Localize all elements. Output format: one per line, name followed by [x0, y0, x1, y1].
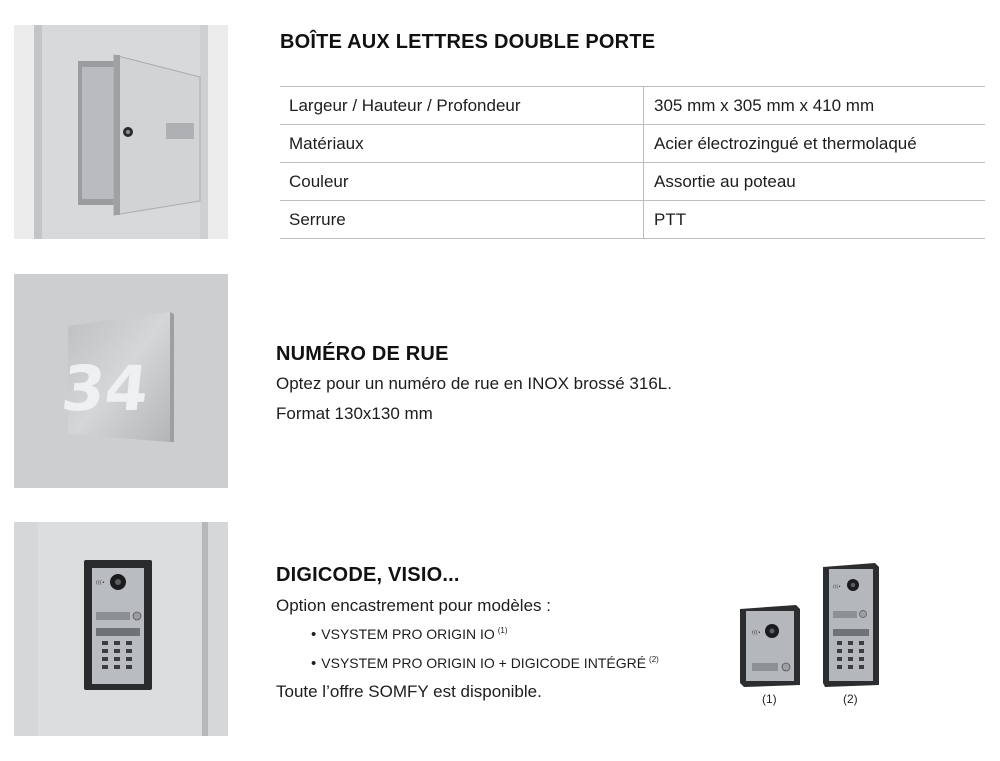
table-row	[280, 87, 985, 125]
list-item	[311, 655, 659, 672]
table-row	[280, 163, 985, 201]
spec-value: PTT	[644, 201, 986, 239]
digicode-photo	[14, 522, 228, 736]
street-number-photo	[14, 274, 228, 488]
street-number-format: Format 130x130 mm	[276, 404, 433, 423]
product-visio-digicode-image	[821, 563, 881, 687]
spec-label: Serrure	[280, 201, 644, 239]
spec-value: Acier électrozingué et thermolaqué	[644, 125, 986, 163]
list-item-text: VSYSTEM PRO ORIGIN IO + DIGICODE INTÉGRÉ	[321, 655, 647, 671]
product-label: (1)	[762, 692, 777, 706]
digicode-intro: Option encastrement pour modèles :	[276, 596, 551, 615]
table-row	[280, 125, 985, 163]
street-number-title: NUMÉRO DE RUE	[276, 343, 449, 365]
svg-text:(((•: (((•	[96, 580, 105, 586]
mailbox-title: BOÎTE AUX LETTRES DOUBLE PORTE	[280, 31, 656, 53]
footnote-marker: (2)	[649, 655, 659, 664]
list-item	[311, 626, 508, 643]
spec-label: Matériaux	[280, 125, 644, 163]
footnote-marker: (1)	[497, 626, 508, 635]
digicode-title: DIGICODE, VISIO...	[276, 564, 460, 586]
list-item-text: VSYSTEM PRO ORIGIN IO	[321, 626, 495, 642]
table-row	[280, 201, 985, 239]
product-label: (2)	[843, 692, 858, 706]
svg-text:(((•: (((•	[833, 585, 841, 590]
plate-number-text: 34	[58, 352, 153, 425]
bullet-icon: •	[311, 626, 317, 643]
street-number-description: Optez pour un numéro de rue en INOX brossé 316L.	[276, 374, 672, 393]
spec-label: Largeur / Hauteur / Profondeur	[280, 87, 644, 125]
spec-label: Couleur	[280, 163, 644, 201]
bullet-icon: •	[311, 655, 317, 672]
mailbox-photo	[14, 25, 228, 239]
svg-text:(((•: (((•	[752, 630, 761, 636]
spec-value: Assortie au poteau	[644, 163, 986, 201]
product-visio-image	[738, 605, 802, 687]
digicode-footer: Toute l’offre SOMFY est disponible.	[276, 682, 542, 701]
spec-value: 305 mm x 305 mm x 410 mm	[644, 87, 986, 125]
mailbox-specs-table	[280, 86, 985, 239]
